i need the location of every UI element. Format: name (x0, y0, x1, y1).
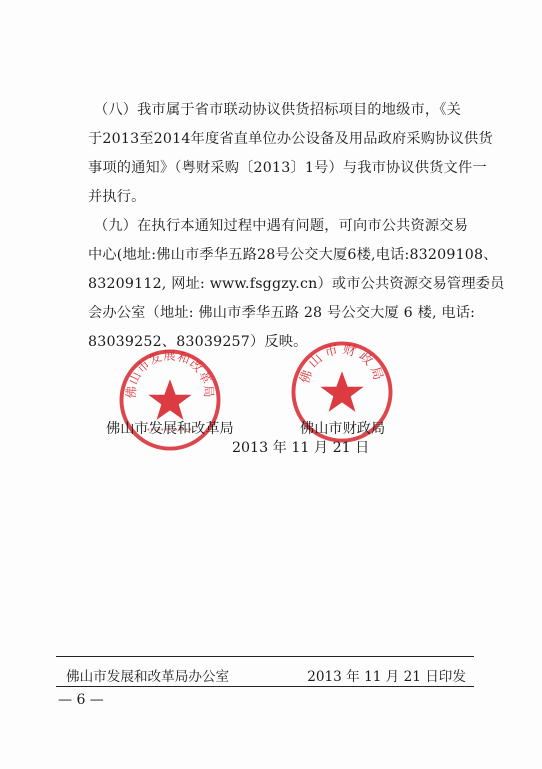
text-line: 事项的通知》（粤财采购〔2013〕1号）与我市协议供货文件一 (88, 160, 487, 176)
text-line: （八）我市属于省市联动协议供货招标项目的地级市，《关 (94, 102, 461, 118)
footer-issue-date: 2013 年 11 月 21 日印发 (307, 669, 466, 685)
text-line: 83209112, 网址: www.fsggzy.cn）或市公共资源交易管理委员 (88, 276, 505, 292)
text-line: 中心(地址:佛山市季华五路28号公交大厦6楼,电话:83209108、 (88, 247, 498, 263)
paragraph-item-9 (88, 212, 505, 357)
text-line: 会办公室（地址: 佛山市季华五路 28 号公交大厦 6 楼, 电话: (88, 305, 476, 321)
footer-top-rule (56, 656, 474, 657)
page-number: — 6 — (58, 692, 104, 708)
seal-left-arc-text: 佛山市发展和改革局 (124, 348, 216, 399)
footer-bottom-rule (56, 686, 474, 687)
footer-issuer: 佛山市发展和改革局办公室 (66, 669, 230, 685)
text-line: 于2013至2014年度省直单位办公设备及用品政府采购协议供货 (88, 131, 493, 147)
seal-right-arc-text: 佛山市财政局 (297, 342, 387, 386)
text-line: 并执行。 (88, 189, 146, 205)
signature-org-right: 佛山市财政局 (300, 421, 386, 437)
text-line: 83039252、83039257）反映。 (88, 334, 308, 350)
signature-date: 2013 年 11 月 21 日 (232, 440, 370, 456)
text-line: （九）在执行本通知过程中遇有问题，可向市公共资源交易 (94, 218, 469, 234)
signature-org-left: 佛山市发展和改革局 (106, 421, 234, 437)
paragraph-item-8 (88, 96, 493, 212)
